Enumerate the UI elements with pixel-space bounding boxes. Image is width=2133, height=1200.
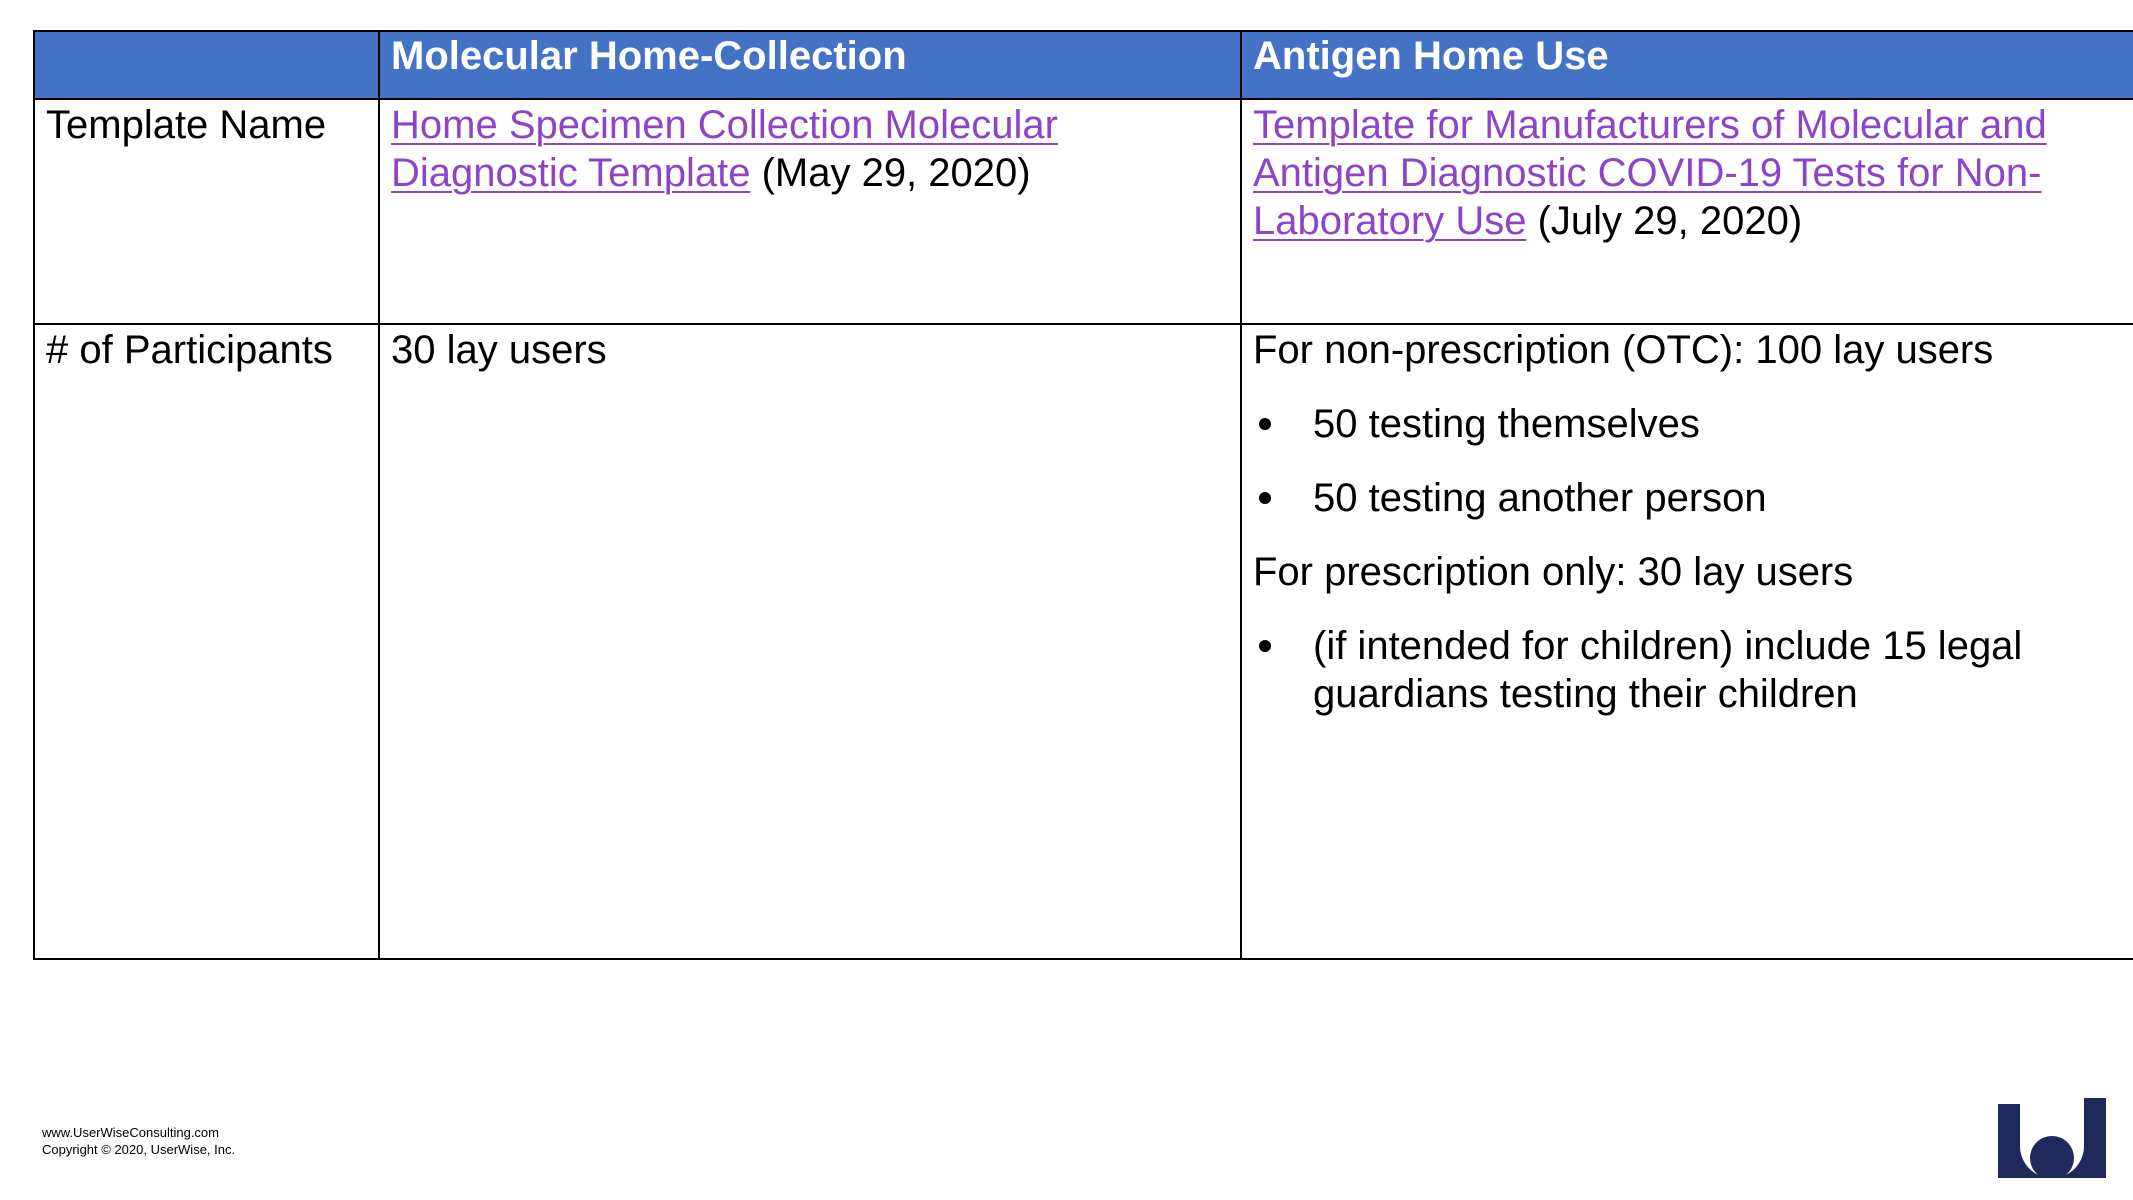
header-molecular: Molecular Home-Collection xyxy=(379,31,1241,99)
table-row-template-name xyxy=(34,99,2133,324)
footer-website: www.UserWiseConsulting.com xyxy=(42,1125,219,1140)
row-label-template-name: Template Name xyxy=(34,99,379,324)
antigen-template-date: (July 29, 2020) xyxy=(1526,199,1803,243)
otc-heading: For non-prescription (OTC): 100 lay users xyxy=(1253,328,1994,372)
bullet-text: (if intended for children) include 15 legal guardians testing their children xyxy=(1313,624,2023,716)
otc-bullet-list xyxy=(1253,400,2123,522)
footer xyxy=(42,1124,235,1158)
link-molecular-template[interactable]: Home Specimen Collection Molecular Diagnostic Template xyxy=(391,103,1058,195)
bullet-text: 50 testing another person xyxy=(1313,476,1767,520)
rx-heading: For prescription only: 30 lay users xyxy=(1253,550,1854,594)
bullet-text: 50 testing themselves xyxy=(1313,402,1700,446)
table-header-row xyxy=(34,31,2133,99)
rx-bullet-list xyxy=(1253,622,2123,718)
link-antigen-template[interactable]: Template for Manufacturers of Molecular and Antigen Diagnostic COVID-19 Tests for Non-Laboratory Use xyxy=(1253,103,2047,243)
table-row-participants xyxy=(34,324,2133,959)
bullet-icon xyxy=(1259,418,1271,430)
molecular-template-date: (May 29, 2020) xyxy=(750,151,1031,195)
list-item xyxy=(1253,474,2123,522)
list-item xyxy=(1253,400,2123,448)
cell-antigen-participants xyxy=(1241,324,2133,959)
row-label-participants: # of Participants xyxy=(34,324,379,959)
bullet-icon xyxy=(1259,640,1271,652)
footer-copyright: Copyright © 2020, UserWise, Inc. xyxy=(42,1142,236,1157)
cell-antigen-template xyxy=(1241,99,2133,324)
bullet-icon xyxy=(1259,492,1271,504)
header-cell-empty xyxy=(34,31,379,99)
cell-molecular-template xyxy=(379,99,1241,324)
userwise-logo-icon xyxy=(1998,1098,2106,1178)
list-item xyxy=(1253,622,2123,718)
header-antigen: Antigen Home Use xyxy=(1241,31,2133,99)
cell-molecular-participants: 30 lay users xyxy=(379,324,1241,959)
comparison-table xyxy=(33,30,2133,960)
